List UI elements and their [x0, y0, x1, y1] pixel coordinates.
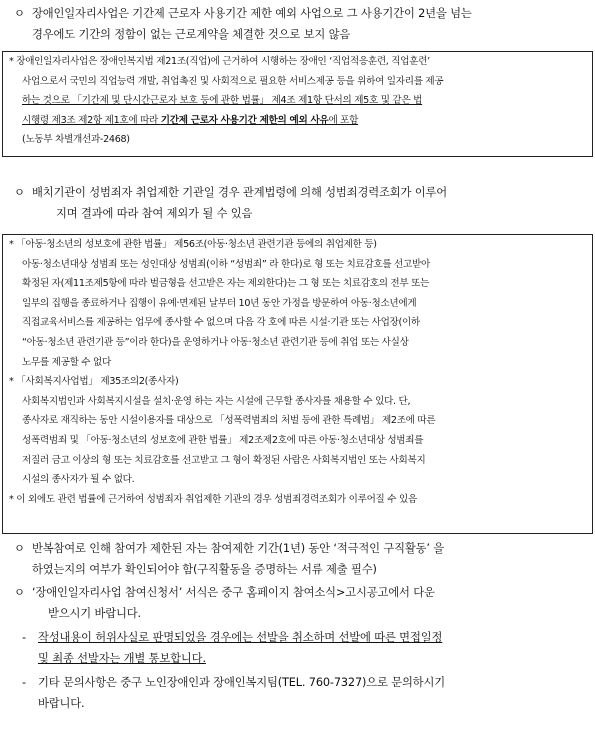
- paragraph-line: 및 최종 선발자는 개별 통보합니다.: [38, 652, 206, 665]
- note-line: 일부의 집행을 종료하거나 집행이 유예·면제된 날부터 10년 동안 가정을 방문하여 아동·청소년에게: [22, 297, 417, 309]
- paragraph-line: 하였는지의 여부가 확인되어야 함(구직활동을 증명하는 서류 제출 필수): [32, 562, 377, 576]
- bullet-marker: ㅇ: [14, 542, 25, 555]
- note-line: [9, 111, 588, 131]
- paragraph-line: 배치기관이 성범죄자 취업제한 기관일 경우 관계법령에 의해 성범죄경력조회가 이루어: [32, 186, 447, 199]
- note-line: “아동·청소년 관련기관 등”이라 한다)을 운영하거나 아동·청소년 관련기관 등에 취업 또는 사실상: [22, 336, 409, 348]
- paragraph-line: ‘장애인일자리사업 참여신청서’ 서식은 중구 홈페이지 참여소식>고시공고에서 다운: [32, 586, 435, 599]
- source-citation: (노동부 차별개선과-2468): [22, 134, 130, 146]
- bullet-marker: ㅇ: [14, 586, 25, 599]
- note-line: 종사자로 재직하는 동안 시설이용자를 대상으로 「성폭력범죄의 처벌 등에 관한 특례법」 제2조에 따른: [22, 415, 436, 427]
- bullet-marker: ㅇ: [14, 7, 25, 20]
- note-line: 저질러 금고 이상의 형 또는 치료감호를 선고받고 그 형이 확정된 사람은 사회복지법인 또는 사회복지: [22, 454, 426, 466]
- paragraph-line: 작성내용이 허위사실로 판명되었을 경우에는 선발을 취소하며 선발에 따른 면접일정: [38, 631, 443, 644]
- note-box-legal-basis: [2, 51, 593, 157]
- paragraph-line: 장애인일자리사업은 기간제 근로자 사용기간 제한 예외 사업으로 그 사용기간이 2년을 넘는: [32, 7, 472, 20]
- note-line: [9, 91, 588, 111]
- law-reference: 시행령 제3조 제2항 제1호에 따라: [22, 114, 161, 126]
- paragraph-line: 기타 문의사항은 중구 노인장애인과 장애인복지팀(TEL. 760-7327)으로 문의하시기: [38, 676, 446, 689]
- note-line: 확정된 자(제11조제5항에 따라 벌금형을 선고받은 자는 제외한다)는 그 형 또는 치료감호의 전부 또는: [22, 278, 430, 290]
- note-line: 직접교육서비스를 제공하는 업무에 종사할 수 없으며 다음 각 호에 따른 시설·기관 또는 사업장(이하: [22, 317, 420, 329]
- note-line: 아동·청소년대상 성범죄 또는 성인대상 성범죄(이하 “성범죄” 라 한다)로 형 또는 치료감호를 선고받아: [22, 258, 430, 270]
- paragraph-line: 경우에도 기간의 정함이 없는 근로계약을 체결한 것으로 보지 않음: [32, 27, 351, 41]
- dash-marker: -: [22, 676, 26, 689]
- paragraph-line: 바랍니다.: [38, 697, 85, 710]
- note-line: 시설의 종사자가 될 수 없다.: [22, 474, 135, 486]
- note-line: * 장애인일자리사업은 장애인복지법 제21조(직업)에 근거하여 시행하는 장애인 ‘직업적응훈련, 직업훈련’: [9, 56, 430, 67]
- notice-false-information: [22, 627, 587, 669]
- note-heading: * 「아동·청소년의 성보호에 관한 법률」 제56조(아동·청소년 관련기관 등에의 취업제한 등): [9, 239, 377, 250]
- exception-highlight: 기간제 근로자 사용기간 제한의 예외 사유: [160, 114, 329, 126]
- dash-marker: -: [22, 631, 26, 644]
- note-line: 노무를 제공할 수 없다: [22, 356, 111, 368]
- note-heading: * 「사회복지사업법」 제35조의2(종사자): [9, 376, 179, 388]
- paragraph-line: 반복참여로 인해 참여가 제한된 자는 참여제한 기간(1년) 동안 ‘적극적인 구직활동’ 을: [32, 542, 445, 555]
- note-line: 성폭력범죄 및 「아동·청소년의 성보호에 관한 법률」 제2조제2호에 따른 아동·청소년대상 성범죄를: [22, 434, 424, 446]
- paragraph-employment-exception: [14, 4, 584, 45]
- paragraph-line: 받으시기 바랍니다.: [48, 606, 141, 620]
- note-line: 사회복지법인과 사회복지시설을 설치·운영 하는 자는 시설에 근무할 종사자를 채용할 수 있다. 단,: [22, 395, 411, 407]
- notice-contact: [22, 672, 587, 714]
- paragraph-application-form: [14, 583, 584, 624]
- paragraph-sex-offense-check: [14, 183, 584, 224]
- paragraph-repeat-participation: [14, 539, 584, 580]
- bullet-marker: ㅇ: [14, 186, 25, 199]
- paragraph-line: 지며 결과에 따라 참여 제외가 될 수 있음: [56, 206, 253, 220]
- note-line: 사업으로서 국민의 직업능력 개발, 취업촉진 및 사회적으로 필요한 서비스제공 등을 위하여 일자리를 제공: [22, 75, 444, 87]
- note-line: * 이 외에도 관련 법률에 근거하여 성범죄자 취업제한 기관의 경우 성범죄경력조회가 이루어질 수 있음: [9, 493, 417, 505]
- law-reference: 에 포함: [328, 114, 359, 126]
- law-reference: 하는 것으로 「기간제 및 단시간근로자 보호 등에 관한 법률」 제4조 제1항 단서의 제5호 및 같은 법: [22, 95, 423, 107]
- note-box-related-laws: [2, 234, 593, 534]
